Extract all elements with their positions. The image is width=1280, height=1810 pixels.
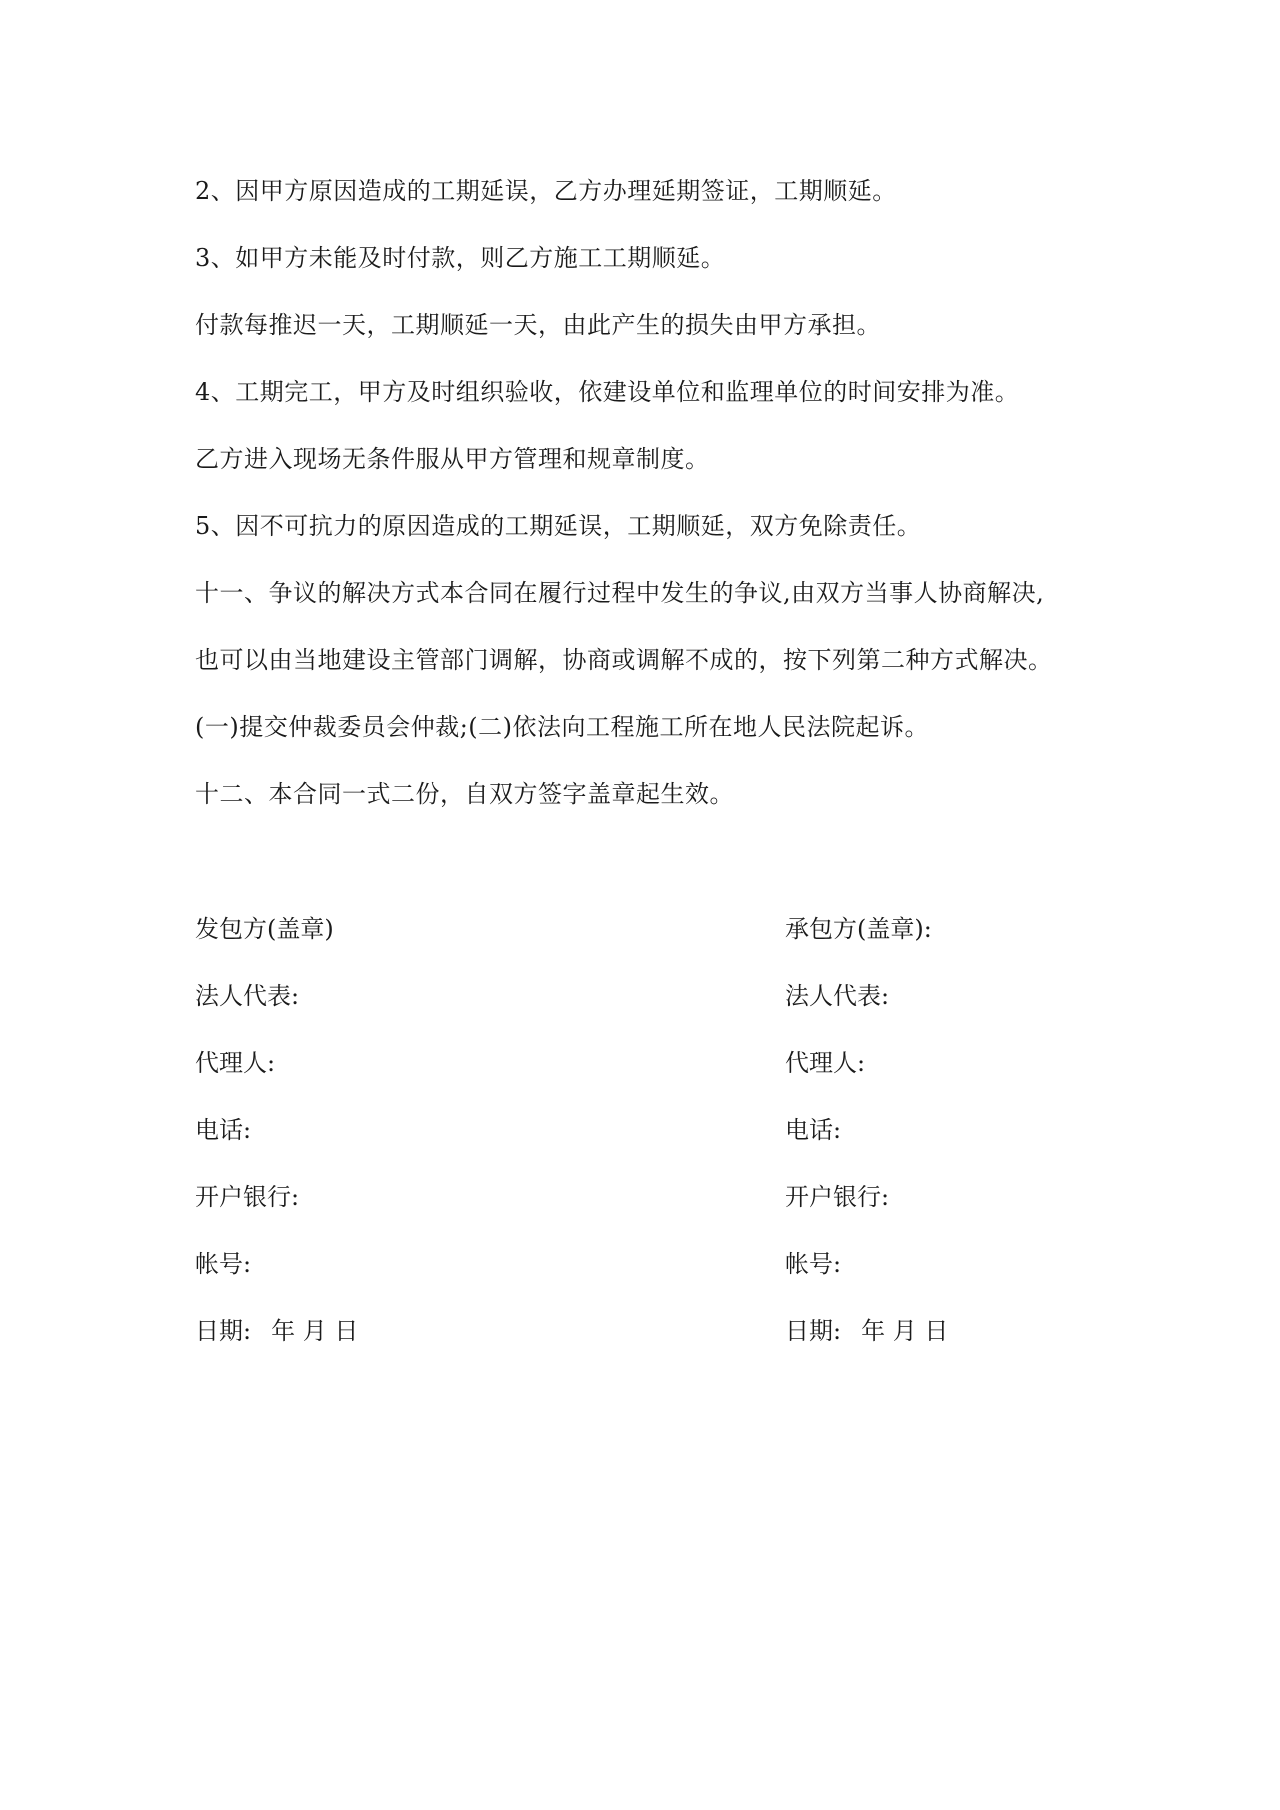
right-agent-label: 代理人: [785, 1049, 866, 1077]
left-date-line [195, 1315, 358, 1347]
clause-12-effectiveness: 十二、本合同一式二份，自双方签字盖章起生效。 [195, 780, 734, 808]
left-bank-label: 开户银行: [195, 1183, 300, 1211]
right-legal-rep-label: 法人代表: [785, 982, 890, 1010]
clause-4-acceptance: 4、工期完工，甲方及时组织验收，依建设单位和监理单位的时间安排为准。 [195, 378, 1020, 406]
right-account-label: 帐号: [785, 1250, 842, 1278]
clause-11-options: (一)提交仲裁委员会仲裁;(二)依法向工程施工所在地人民法院起诉。 [195, 713, 930, 741]
clause-5-force-majeure: 5、因不可抗力的原因造成的工期延误，工期顺延，双方免除责任。 [195, 512, 922, 540]
right-phone-label: 电话: [785, 1116, 842, 1144]
clause-3-late-payment: 3、如甲方未能及时付款，则乙方施工工期顺延。 [195, 244, 726, 272]
left-account-label: 帐号: [195, 1250, 252, 1278]
left-date-fields: 年 月 日 [271, 1317, 359, 1345]
left-legal-rep-label: 法人代表: [195, 982, 300, 1010]
right-bank-label: 开户银行: [785, 1183, 890, 1211]
right-date-fields: 年 月 日 [861, 1317, 949, 1345]
right-date-label: 日期: [785, 1317, 842, 1345]
right-date-line [785, 1315, 948, 1347]
left-phone-label: 电话: [195, 1116, 252, 1144]
clause-3-payment-delay-detail: 付款每推迟一天，工期顺延一天，由此产生的损失由甲方承担。 [195, 311, 881, 339]
left-party-label: 发包方(盖章) [195, 915, 334, 943]
right-party-label: 承包方(盖章): [785, 915, 932, 943]
clause-11-mediation: 也可以由当地建设主管部门调解，协商或调解不成的，按下列第二种方式解决。 [195, 646, 1053, 674]
left-agent-label: 代理人: [195, 1049, 276, 1077]
clause-4-site-rules: 乙方进入现场无条件服从甲方管理和规章制度。 [195, 445, 710, 473]
clause-2-delay-by-party-a: 2、因甲方原因造成的工期延误，乙方办理延期签证，工期顺延。 [195, 177, 897, 205]
left-date-label: 日期: [195, 1317, 252, 1345]
clause-11-dispute-resolution: 十一、争议的解决方式本合同在履行过程中发生的争议,由双方当事人协商解决, [195, 579, 1045, 607]
